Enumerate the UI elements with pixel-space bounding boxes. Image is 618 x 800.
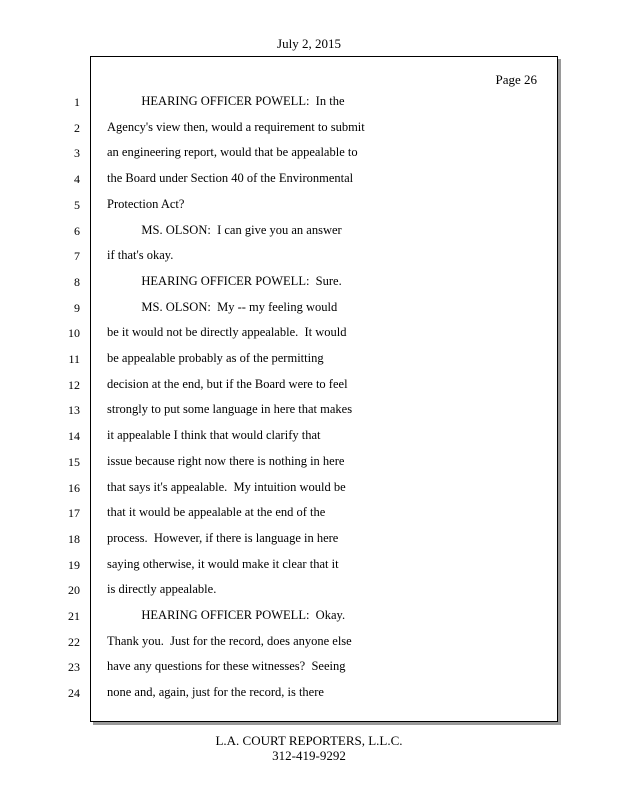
line-number: 2: [74, 121, 80, 135]
transcript-line: saying otherwise, it would make it clear that it: [107, 557, 339, 571]
transcript-line: be appealable probably as of the permitting: [107, 351, 324, 365]
transcript-line: Protection Act?: [107, 197, 185, 211]
line-number: 24: [68, 686, 80, 700]
line-number: 3: [74, 146, 80, 160]
transcript-line: MS. OLSON: My -- my feeling would: [107, 300, 338, 314]
line-number: 20: [68, 583, 80, 597]
line-number: 4: [74, 172, 80, 186]
line-number: 17: [68, 506, 80, 520]
line-number: 11: [68, 352, 80, 366]
line-number: 13: [68, 403, 80, 417]
line-number: 7: [74, 249, 80, 263]
line-number: 5: [74, 198, 80, 212]
line-number: 10: [68, 326, 80, 340]
transcript-line: if that's okay.: [107, 248, 174, 262]
header-date: July 2, 2015: [277, 36, 341, 51]
line-number: 15: [68, 455, 80, 469]
transcript-line: HEARING OFFICER POWELL: Sure.: [107, 274, 342, 288]
transcript-line: MS. OLSON: I can give you an answer: [107, 223, 342, 237]
page-number: Page 26: [495, 72, 537, 87]
transcript-line: be it would not be directly appealable. It would: [107, 325, 347, 339]
transcript-line: an engineering report, would that be appealable to: [107, 145, 358, 159]
transcript-line: none and, again, just for the record, is there: [107, 685, 324, 699]
transcript-line: the Board under Section 40 of the Environmental: [107, 171, 354, 185]
transcript-line: have any questions for these witnesses? Seeing: [107, 659, 346, 673]
footer-company: L.A. COURT REPORTERS, L.L.C.: [215, 733, 403, 748]
transcript-line: is directly appealable.: [107, 582, 217, 596]
transcript-line: that it would be appealable at the end of the: [107, 505, 326, 519]
line-number: 6: [74, 224, 80, 238]
line-number: 18: [68, 532, 80, 546]
footer-phone: 312-419-9292: [272, 748, 346, 763]
line-number: 23: [68, 660, 80, 674]
line-number: 19: [68, 558, 80, 572]
transcript-line: Thank you. Just for the record, does anyone else: [107, 634, 352, 648]
line-number: 14: [68, 429, 80, 443]
transcript-line: strongly to put some language in here that makes: [107, 402, 353, 416]
line-number: 8: [74, 275, 80, 289]
line-number: 1: [74, 95, 80, 109]
transcript-line: HEARING OFFICER POWELL: Okay.: [107, 608, 346, 622]
line-number: 12: [68, 378, 80, 392]
line-number: 21: [68, 609, 80, 623]
line-number: 9: [74, 301, 80, 315]
transcript-line: issue because right now there is nothing in here: [107, 454, 345, 468]
transcript-line: that says it's appealable. My intuition would be: [107, 480, 346, 494]
transcript-line: Agency's view then, would a requirement to submit: [107, 120, 365, 134]
transcript-line: decision at the end, but if the Board were to feel: [107, 377, 348, 391]
line-number: 22: [68, 635, 80, 649]
transcript-line: HEARING OFFICER POWELL: In the: [107, 94, 345, 108]
transcript-line: process. However, if there is language in here: [107, 531, 339, 545]
line-number: 16: [68, 481, 80, 495]
transcript-line: it appealable I think that would clarify that: [107, 428, 321, 442]
